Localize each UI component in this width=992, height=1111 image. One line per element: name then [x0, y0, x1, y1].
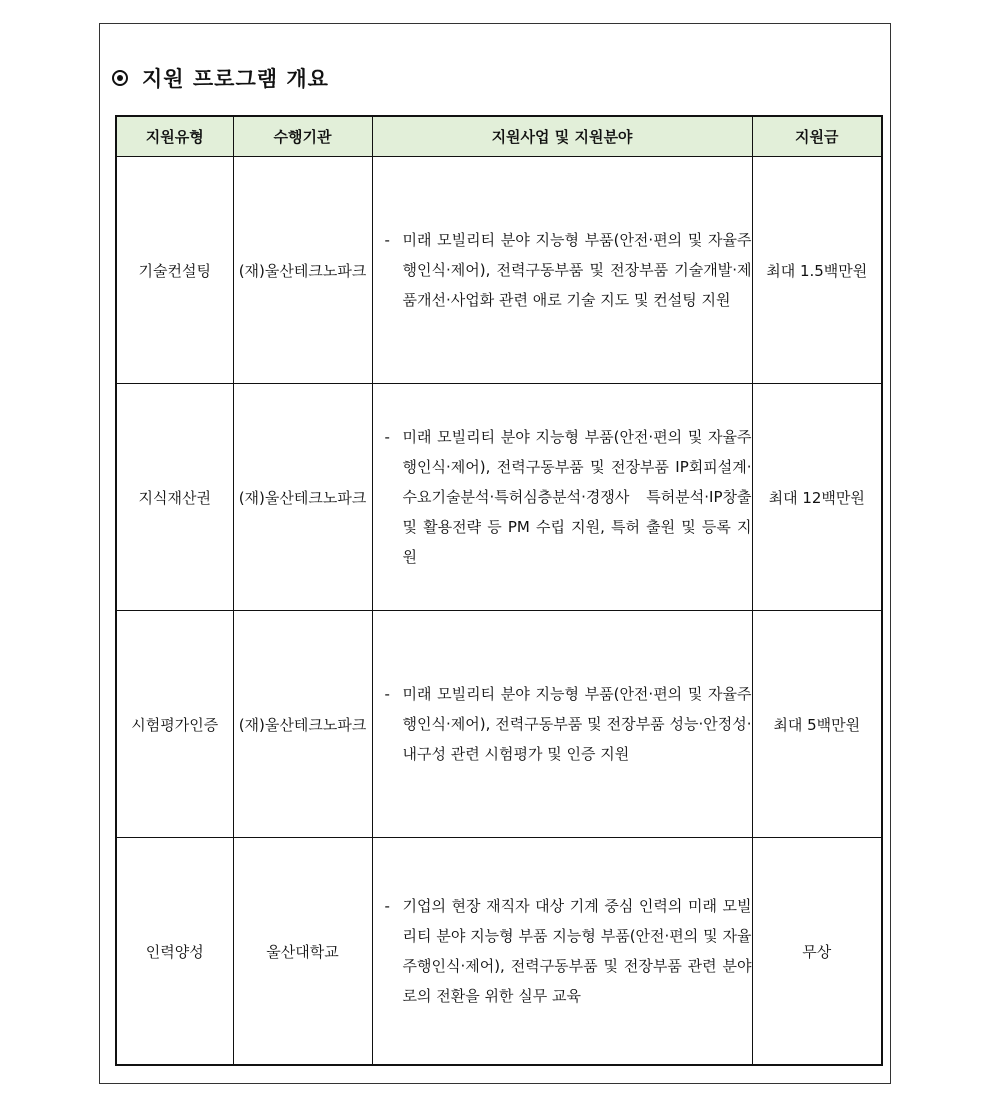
cell-type: 인력양성 [116, 838, 233, 1066]
header-description: 지원사업 및 지원분야 [372, 116, 752, 157]
description-text: 미래 모빌리티 분야 지능형 부품(안전·편의 및 자율주행인식·제어), 전력구동부품 및 전장부품 성능·안정성·내구성 관련 시험평가 및 인증 지원 [402, 685, 752, 763]
section-heading [112, 64, 329, 92]
dash-marker: - [384, 897, 390, 915]
cell-agency: (재)울산테크노파크 [233, 384, 372, 611]
cell-type: 지식재산권 [116, 384, 233, 611]
table-row [116, 838, 882, 1066]
table-row [116, 384, 882, 611]
cell-description [372, 157, 752, 384]
cell-agency: (재)울산테크노파크 [233, 611, 372, 838]
cell-type: 기술컨설팅 [116, 157, 233, 384]
header-agency: 수행기관 [233, 116, 372, 157]
description-text: 미래 모빌리티 분야 지능형 부품(안전·편의 및 자율주행인식·제어), 전력구동부품 및 전장부품 IP회피설계·수요기술분석·특허심층분석·경쟁사 특허분석·IP창출 및 활용전략 등 PM 수립 지원, 특허 출원 및 등록 지원 [402, 428, 752, 566]
cell-amount: 최대 1.5백만원 [752, 157, 882, 384]
section-title: 지원 프로그램 개요 [142, 67, 329, 91]
description-text: 기업의 현장 재직자 대상 기계 중심 인력의 미래 모빌리티 분야 지능형 부품 지능형 부품(안전·편의 및 자율주행인식·제어), 전력구동부품 및 전장부품 관련 분야로의 전환을 위한 실무 교육 [402, 897, 752, 1005]
cell-agency: (재)울산테크노파크 [233, 157, 372, 384]
table-row [116, 157, 882, 384]
description-text: 미래 모빌리티 분야 지능형 부품(안전·편의 및 자율주행인식·제어), 전력구동부품 및 전장부품 기술개발·제품개선·사업화 관련 애로 기술 지도 및 컨설팅 지원 [402, 231, 752, 309]
dash-marker: - [384, 428, 390, 446]
cell-amount: 최대 5백만원 [752, 611, 882, 838]
cell-description [372, 384, 752, 611]
radio-bullet-icon [112, 70, 128, 86]
cell-type: 시험평가인증 [116, 611, 233, 838]
header-type: 지원유형 [116, 116, 233, 157]
dash-marker: - [384, 231, 390, 249]
header-row [116, 116, 882, 157]
header-amount: 지원금 [752, 116, 882, 157]
dash-marker: - [384, 685, 390, 703]
cell-amount: 최대 12백만원 [752, 384, 882, 611]
table-row [116, 611, 882, 838]
program-table [115, 115, 883, 1066]
cell-amount: 무상 [752, 838, 882, 1066]
cell-description [372, 611, 752, 838]
cell-description [372, 838, 752, 1066]
cell-agency: 울산대학교 [233, 838, 372, 1066]
